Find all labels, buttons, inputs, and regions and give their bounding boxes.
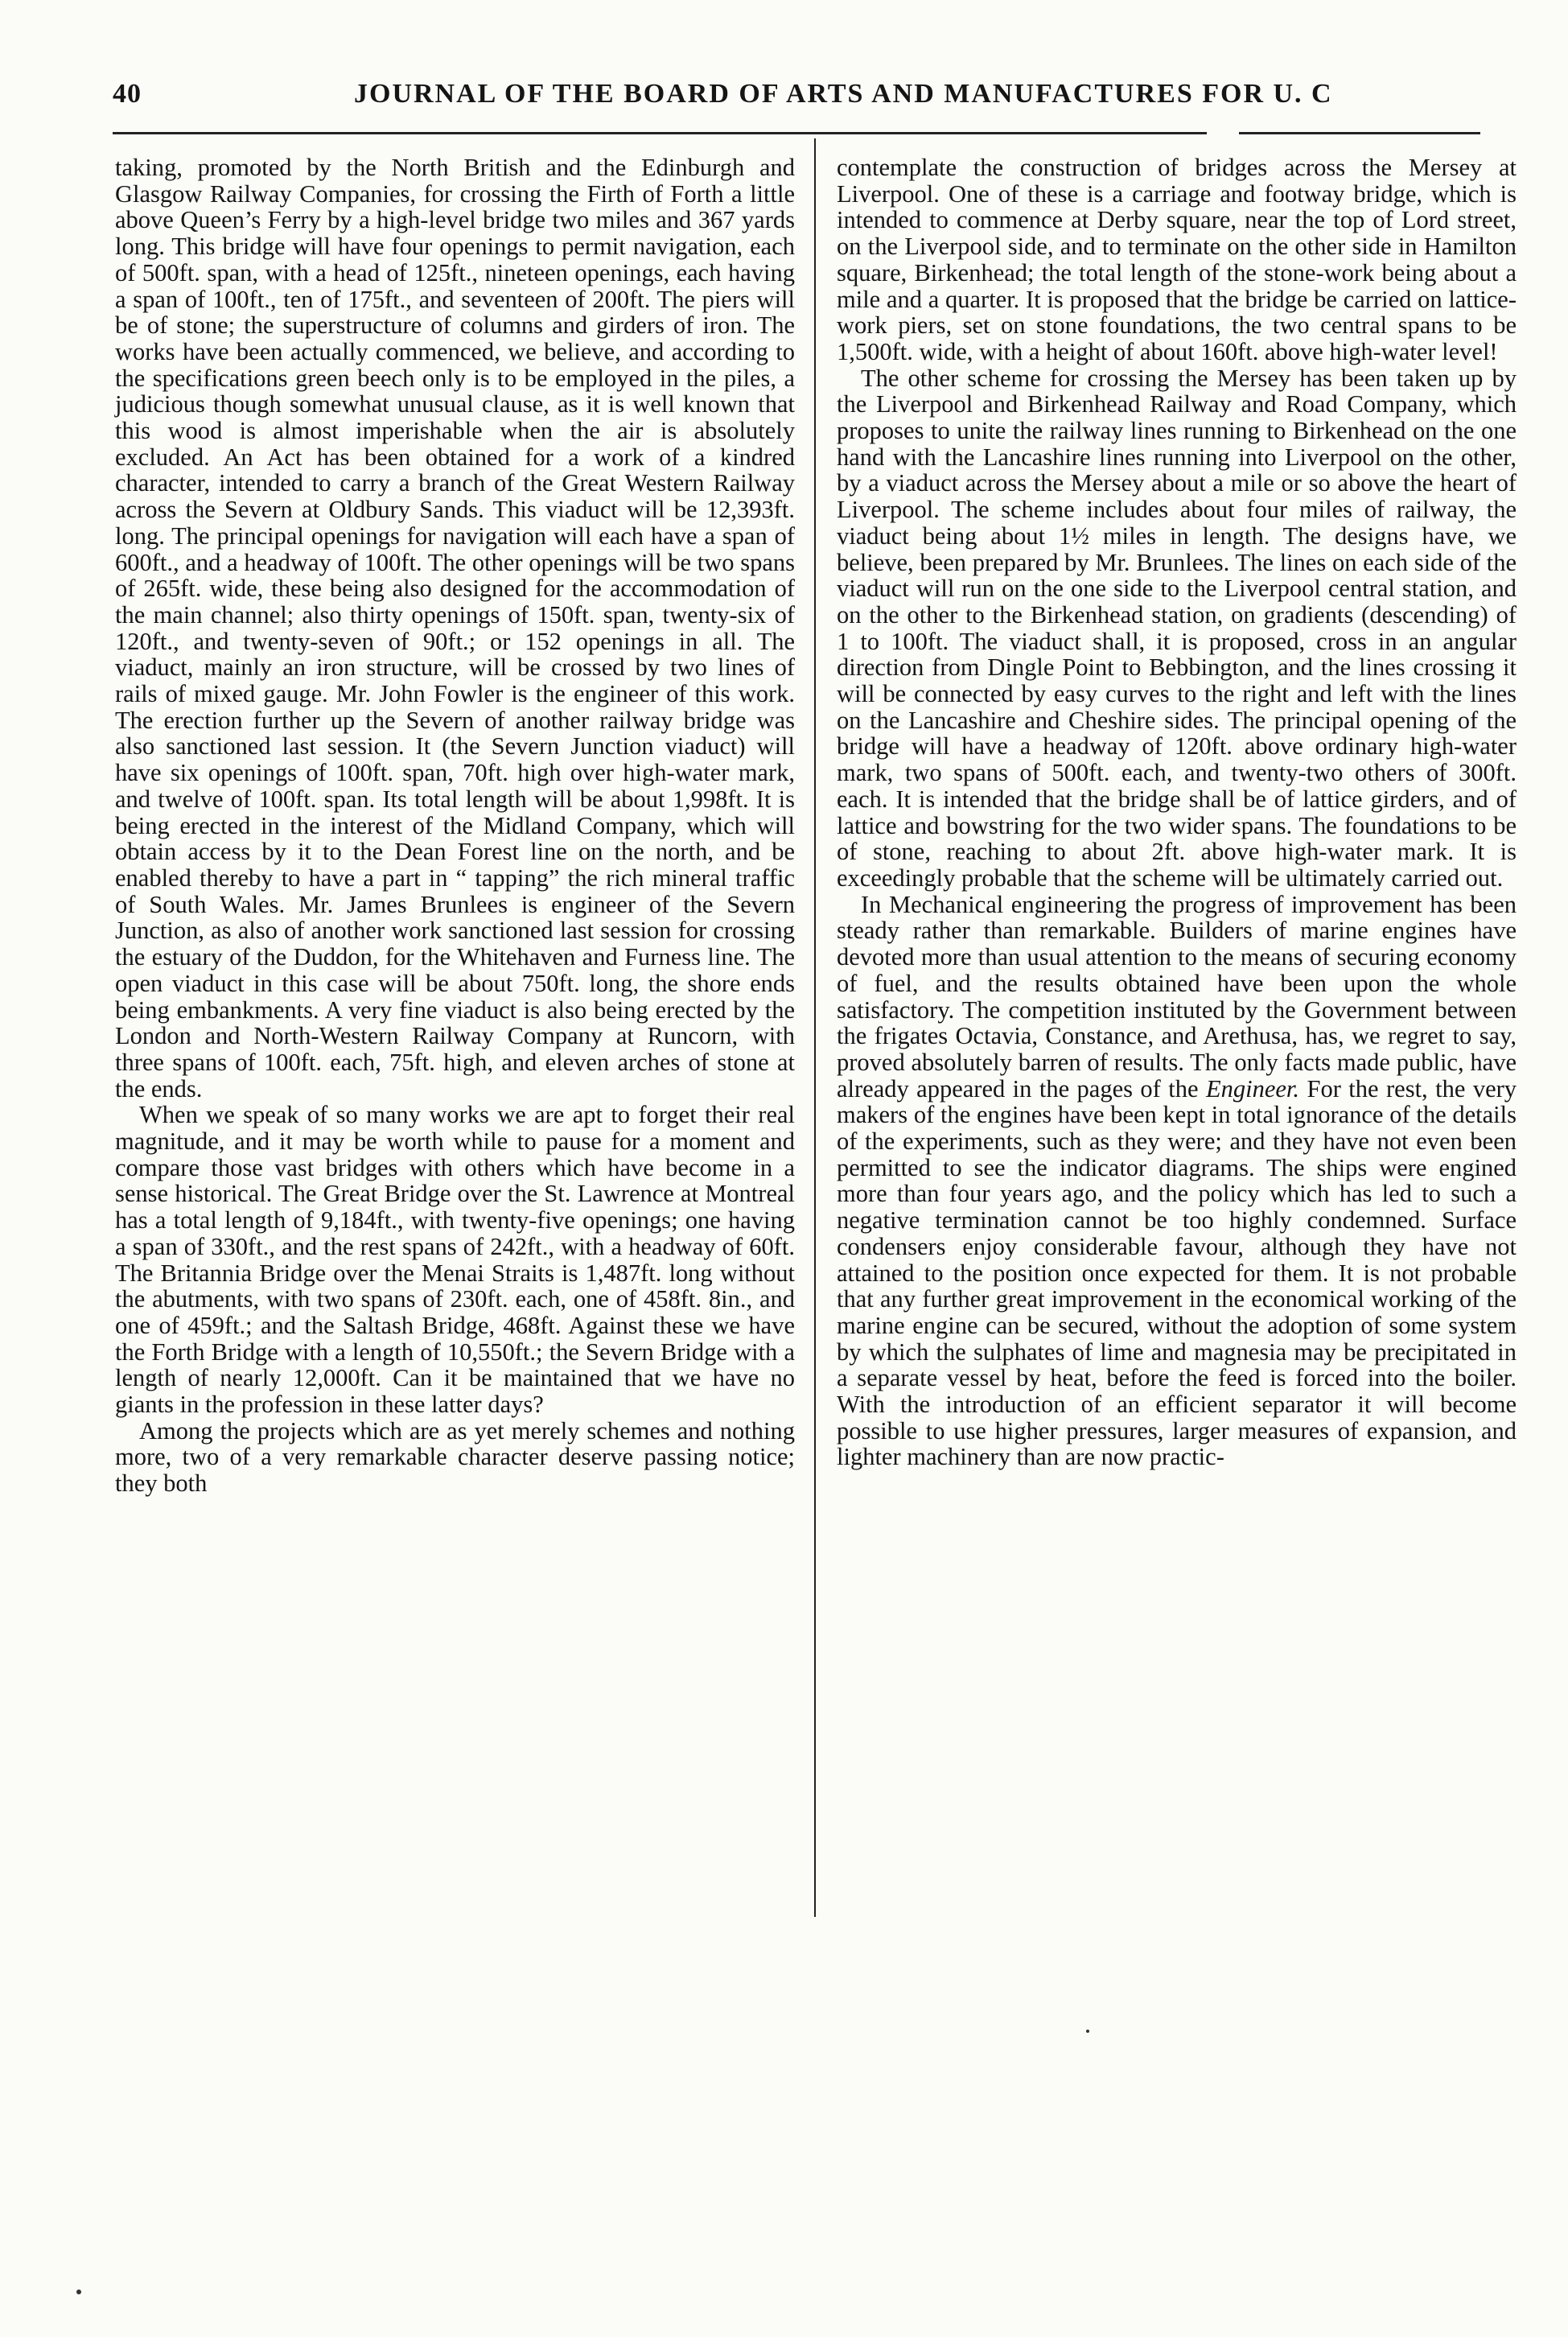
running-title: JOURNAL OF THE BOARD OF ARTS AND MANUFACTURES FOR U. C xyxy=(354,79,1333,109)
print-speck xyxy=(76,2290,81,2294)
column-divider xyxy=(814,138,816,1917)
paragraph: The other scheme for crossing the Mersey has been taken up by the Liverpool and Birkenhead Railway and Road Company, which proposes to unite the railway lines running to Birkenhead on the one hand with the Lancashire lines running into Liverpool on the other, by a viaduct across the Mersey about a mile or so above the heart of Liverpool. The scheme includes about four miles of railway, the viaduct being about 1½ miles in length. The designs have, we believe, been prepared by Mr. Brunlees. The lines on each side of the viaduct will run on the one side to the Liverpool central station, and on the other to the Birkenhead station, on gradients (descending) of 1 to 100ft. The viaduct shall, it is proposed, cross in an angular direction from Dingle Point to Bebbington, and the lines crossing it will be connected by easy curves to the right and left with the lines on the Lancashire and Cheshire sides. The principal opening of the bridge will have a headway of 120ft. above ordinary high-water mark, two spans of 500ft. each, and twenty-two others of 300ft. each. It is intended that the bridge shall be of lattice girders, and of lattice and bowstring for the two wider spans. The foundations to be of stone, reaching to about 2ft. above high-water mark. It is exceedingly probable that the scheme will be ultimately carried out. xyxy=(837,364,1517,892)
header-rule xyxy=(1239,132,1480,134)
paragraph: contemplate the construction of bridges across the Mersey at Liverpool. One of these is a carriage and footway bridge, which is intended to commence at Derby square, near the top of Lord street, on the Liverpool side, and to terminate on the other side in Hamilton square, Birkenhead; the total length of the stone-work being about a mile and a quarter. It is proposed that the bridge be carried on lattice-work piers, set on stone foundations, the two central spans to be 1,500ft. wide, with a height of about 160ft. above high-water level! xyxy=(837,154,1517,365)
paragraph: taking, promoted by the North British and the Edinburgh and Glasgow Railway Companies, for crossing the Firth of Forth a little above Queen’s Ferry by a high-level bridge two miles and 367 yards long. This bridge will have four openings to permit navigation, each of 500ft. span, with a head of 125ft., nineteen openings, each having a span of 100ft., ten of 175ft., and seventeen of 200ft. The piers will be of stone; the superstructure of columns and girders of iron. The works have been actually commenced, we believe, and according to the specifications green beech only is to be employed in the piles, a judicious though somewhat unusual clause, as it is well known that this wood is almost imperishable when the air is absolutely excluded. An Act has been obtained for a work of a kindred character, intended to carry a branch of the Great Western Railway across the Severn at Oldbury Sands. This viaduct will be 12,393ft. long. The principal openings for navigation will each have a span of 600ft., and a headway of 100ft. The other openings will be two spans of 265ft. wide, these being also designed for the accommodation of the main channel; also thirty openings of 150ft. span, twenty-six of 120ft., and twenty-seven of 90ft.; or 152 openings in all. The viaduct, mainly an iron structure, will be crossed by two lines of rails of mixed gauge. Mr. John Fowler is the engineer of this work. The erection further up the Severn of another railway bridge was also sanctioned last session. It (the Severn Junction viaduct) will have six openings of 100ft. span, 70ft. high over high-water mark, and twelve of 100ft. span. Its total length will be about 1,998ft. It is being erected in the interest of the Midland Company, which will obtain access by it to the Dean Forest line on the north, and be enabled thereby to have a part in “ tapping” the rich mineral traffic of South Wales. Mr. James Brunlees is engineer of the Severn Junction, as also of another work sanctioned last session for crossing the estuary of the Duddon, for the Whitehaven and Furness line. The open viaduct in this case will be about 750ft. long, the shore ends being embankments. A very fine viaduct is also being erected by the London and North-Western Railway Company at Runcorn, with three spans of 100ft. each, 75ft. high, and eleven arches of stone at the ends. xyxy=(115,154,795,1103)
header-rule xyxy=(113,132,1207,134)
paragraph xyxy=(837,892,1517,1470)
page-header xyxy=(113,79,1476,119)
left-column xyxy=(115,155,795,1497)
paragraph-text: For the rest, the very makers of the engines have been kept in total ignorance of the details of the experiments, such as they were; and they have not even been permitted to see the indicator diagrams. The ships were engined more than four years ago, and the policy which has led to such a negative termination cannot be too highly condemned. Surface condensers enjoy considerable favour, although they have not attained to the position once expected for them. It is not probable that any further great improvement in the economical working of the marine engine can be secured, without the adoption of some system by which the sulphates of lime and magnesia may be precipitated in a separate vessel by heat, before the feed is forced into the boiler. With the introduction of an efficient separator it will become possible to use higher pressures, larger measures of expansion, and lighter machinery than are now practic- xyxy=(837,1074,1517,1471)
page-number: 40 xyxy=(113,79,142,109)
print-speck xyxy=(1086,2030,1089,2033)
publication-title: Engineer. xyxy=(1206,1074,1300,1103)
paragraph-text: In Mechanical engineering the progress of improvement has been steady rather than remarkable. Builders of marine engines have devoted more than usual attention to the means of securing economy of fuel, and the results obtained have been upon the whole satisfactory. The competition instituted by the Government between the frigates Octavia, Constance, and Arethusa, has, we regret to say, proved absolutely barren of results. The only facts made public, have already appeared in the pages of the xyxy=(837,890,1517,1103)
right-column xyxy=(837,155,1517,1470)
paragraph: Among the projects which are as yet merely schemes and nothing more, two of a very remarkable character deserve passing notice; they both xyxy=(115,1416,795,1498)
paragraph: When we speak of so many works we are apt to forget their real magnitude, and it may be worth while to pause for a moment and compare those vast bridges with others which have become in a sense historical. The Great Bridge over the St. Lawrence at Montreal has a total length of 9,184ft., with twenty-five openings; one having a span of 330ft., and the rest spans of 242ft., with a headway of 60ft. The Britannia Bridge over the Menai Straits is 1,487ft. long without the abutments, with two spans of 230ft. each, one of 458ft. 8in., and one of 459ft.; and the Saltash Bridge, 468ft. Against these we have the Forth Bridge with a length of 10,550ft.; the Severn Bridge with a length of nearly 12,000ft. Can it be maintained that we have no giants in the profession in these latter days? xyxy=(115,1101,795,1419)
